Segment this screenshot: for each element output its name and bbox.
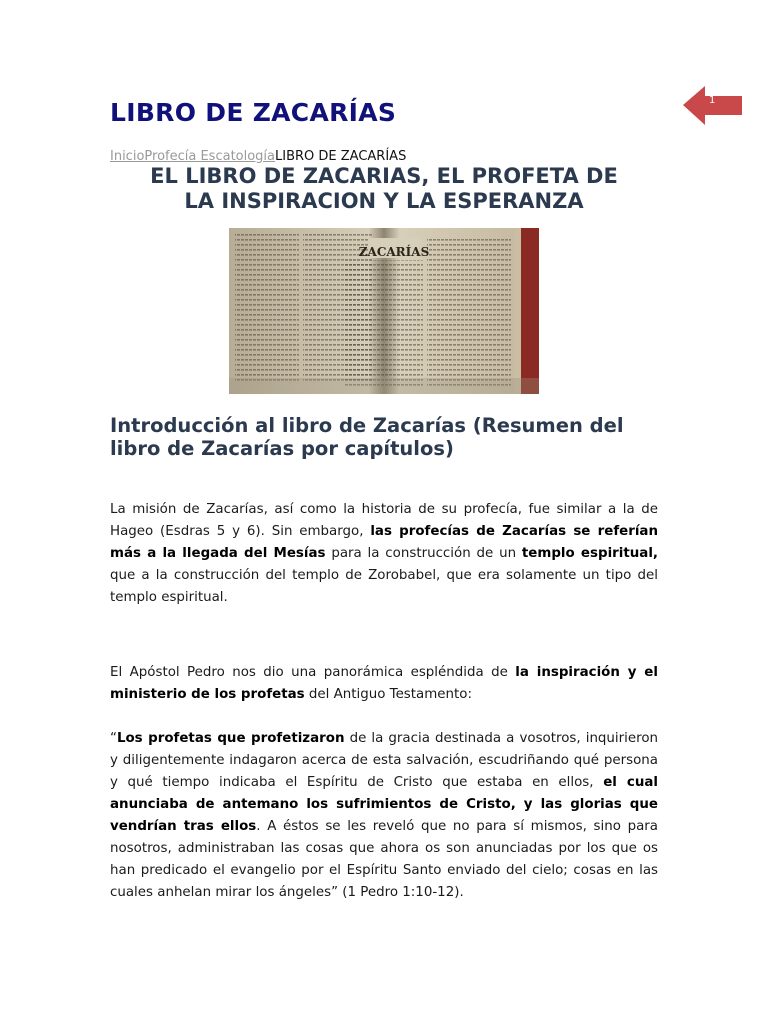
main-heading-line2: LA INSPIRACION Y LA ESPERANZA: [184, 189, 584, 213]
section-heading: Introducción al libro de Zacarías (Resumen del libro de Zacarías por capítulos): [110, 414, 624, 460]
paragraph-text: . A éstos se les reveló que no para sí mismos, sino para nosotros, administraban las cosas que ahora os son anunciadas por los que os han predicado el evangelio por el Espíritu Santo enviado del cielo; cosas en las cuales anhelan mirar los ángeles” (1 Pedro 1:10-12).: [110, 819, 658, 900]
paragraph-text: para la construcción de un: [325, 546, 522, 561]
paragraph-quote: [110, 728, 658, 904]
breadcrumb-current: LIBRO DE ZACARÍAS: [275, 149, 407, 164]
page-number-badge: [683, 86, 743, 126]
left-arrow-icon: [683, 86, 743, 126]
page-number: 1: [709, 95, 716, 106]
breadcrumb-home-link[interactable]: Inicio: [110, 149, 145, 164]
main-heading: [100, 164, 668, 214]
paragraph-bold-text: las profecías de Zacarías se referían más a la llegada del Mesías: [110, 524, 658, 561]
open-bible-image: [229, 228, 539, 394]
paragraph-text: que a la construcción del templo de Zorobabel, que era solamente un tipo del templo espiritual.: [110, 568, 658, 605]
paragraph-intro: [110, 499, 658, 609]
hero-image: [229, 228, 539, 394]
paragraph-bold-text: Los profetas que profetizaron: [116, 731, 345, 746]
main-heading-line1: EL LIBRO DE ZACARIAS, EL PROFETA DE: [150, 164, 618, 188]
breadcrumb-category-link[interactable]: Profecía Escatología: [144, 149, 276, 164]
paragraph-text: de la gracia destinada a vosotros, inquirieron y diligentemente indagaron acerca de esta salvación, escudriñando qué persona y qué tiempo indicaba el Espíritu de Cristo que estaba en ellos,: [110, 731, 658, 790]
document-title: LIBRO DE ZACARÍAS: [110, 98, 397, 127]
paragraph-text: La misión de Zacarías, así como la historia de su profecía, fue similar a la de Hageo (Esdras 5 y 6). Sin embargo,: [110, 502, 658, 539]
paragraph-pedro: [110, 662, 658, 706]
hero-image-heading: ZACARÍAS: [358, 245, 430, 259]
breadcrumb: [110, 149, 406, 164]
paragraph-text: El Apóstol Pedro nos dio una panorámica espléndida de: [110, 665, 516, 680]
paragraph-text: “: [110, 731, 117, 746]
paragraph-bold-text: la inspiración y el ministerio de los profetas: [110, 665, 658, 702]
paragraph-text: del Antiguo Testamento:: [304, 687, 472, 702]
paragraph-bold-text: el cual anunciaba de antemano los sufrimientos de Cristo, y las glorias que vendrían tras ellos: [110, 775, 658, 834]
paragraph-bold-text: templo espiritual,: [521, 546, 658, 561]
